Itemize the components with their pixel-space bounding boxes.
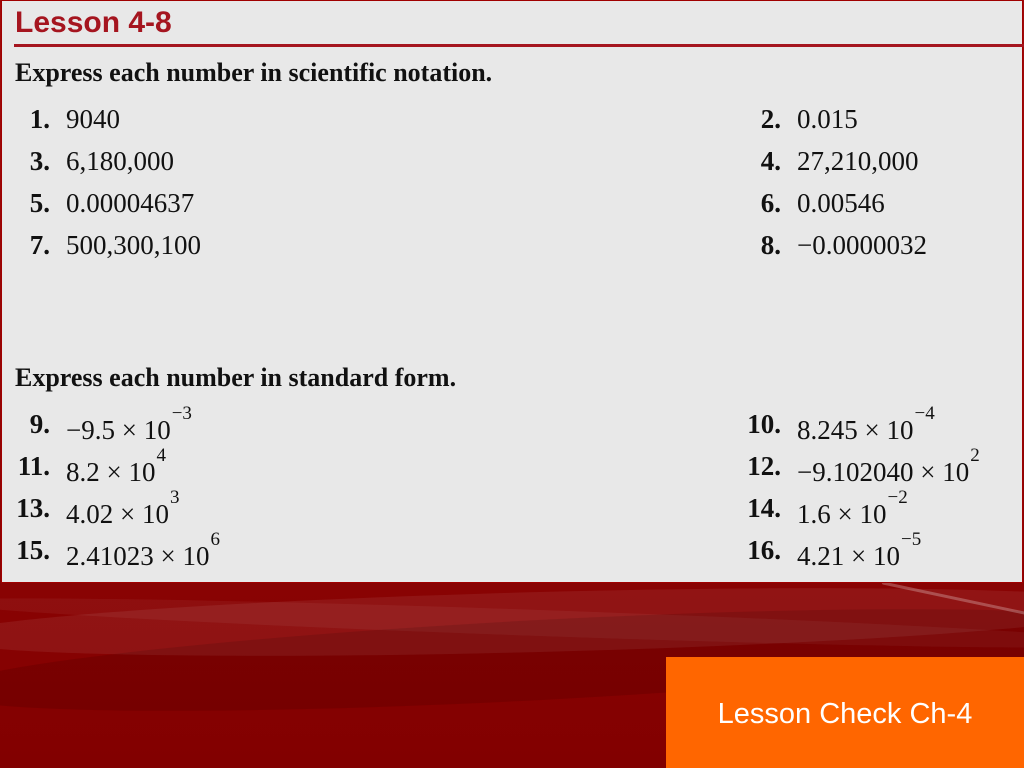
- problem-value: 500,300,100: [66, 230, 201, 260]
- expression-base: −9.102040 × 10: [797, 457, 970, 487]
- expression-base: 4.02 × 10: [66, 499, 169, 529]
- problem-expression: [797, 487, 908, 529]
- expression-base: −9.5 × 10: [66, 415, 171, 445]
- problem-expression: [797, 403, 935, 445]
- expression-exponent: −3: [171, 403, 192, 424]
- expression-exponent: 3: [169, 487, 180, 508]
- footer-label-box: [666, 657, 1024, 768]
- problem-12: [747, 445, 980, 487]
- problem-5: [29, 188, 195, 218]
- problem-9: [29, 403, 192, 445]
- problem-expression: [66, 487, 180, 529]
- problem-number: 5.: [29, 188, 50, 218]
- problem-10: [747, 403, 935, 445]
- problem-expression: [797, 529, 922, 571]
- expression-exponent: −4: [914, 403, 935, 424]
- problem-number: 6.: [760, 188, 781, 218]
- problem-14: [747, 487, 908, 529]
- instruction-scientific-notation: Express each number in scientific notation.: [15, 58, 493, 87]
- problem-value: 27,210,000: [797, 146, 919, 176]
- problem-value: 0.015: [797, 104, 858, 134]
- problem-expression: [66, 445, 166, 487]
- expression-base: 1.6 × 10: [797, 499, 887, 529]
- problem-number: 7.: [29, 230, 50, 260]
- problem-expression: [66, 529, 220, 571]
- problem-value: 9040: [66, 104, 120, 134]
- footer-label: Lesson Check Ch-4: [717, 698, 973, 730]
- problem-number: 12.: [747, 451, 781, 481]
- expression-exponent: 6: [210, 529, 220, 550]
- problem-number: 1.: [29, 104, 50, 134]
- problem-number: 14.: [747, 493, 781, 523]
- problem-value: 0.00004637: [66, 188, 195, 218]
- problem-expression: [66, 403, 192, 445]
- problem-number: 4.: [760, 146, 781, 176]
- problem-value: −0.0000032: [797, 230, 927, 260]
- problem-15: [16, 529, 220, 571]
- worksheet-panel: [1, 0, 1023, 583]
- expression-exponent: 2: [970, 445, 980, 466]
- expression-base: 8.245 × 10: [797, 415, 914, 445]
- lesson-title: Lesson 4-8: [15, 6, 172, 39]
- problem-number: 15.: [16, 535, 50, 565]
- expression-exponent: 4: [156, 445, 166, 466]
- problem-7: [29, 230, 201, 260]
- title-divider: [14, 44, 1024, 47]
- expression-exponent: −2: [887, 487, 908, 508]
- problem-number: 3.: [29, 146, 50, 176]
- problem-1: [29, 104, 120, 134]
- problem-16: [747, 529, 922, 571]
- instruction-standard-form: Express each number in standard form.: [15, 363, 457, 392]
- problem-value: 0.00546: [797, 188, 885, 218]
- problem-6: [760, 188, 885, 218]
- problem-number: 10.: [747, 409, 781, 439]
- problem-number: 11.: [17, 451, 50, 481]
- problem-number: 9.: [29, 409, 50, 439]
- problem-13: [16, 487, 180, 529]
- expression-base: 4.21 × 10: [797, 541, 900, 571]
- problem-3: [29, 146, 174, 176]
- problem-number: 2.: [760, 104, 781, 134]
- problem-8: [760, 230, 927, 260]
- problem-value: 6,180,000: [66, 146, 174, 176]
- problem-number: 13.: [16, 493, 50, 523]
- problem-2: [760, 104, 858, 134]
- problem-number: 16.: [747, 535, 781, 565]
- problem-expression: [797, 445, 980, 487]
- expression-exponent: −5: [900, 529, 922, 550]
- problem-4: [760, 146, 919, 176]
- expression-base: 8.2 × 10: [66, 457, 156, 487]
- problem-11: [17, 445, 166, 487]
- problem-number: 8.: [760, 230, 781, 260]
- expression-base: 2.41023 × 10: [66, 541, 210, 571]
